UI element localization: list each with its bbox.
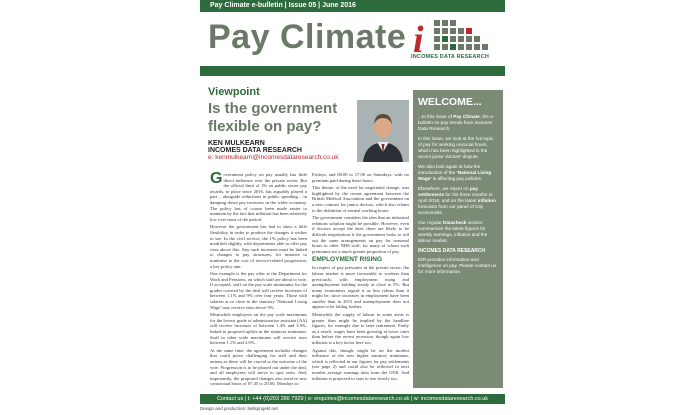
article-paragraph: Meanwhile the supply of labour in some areas is greater than might be implied by the headline figures, for example due to later retirement. Partly as a result, wages have been growing at lower rates than before the recent recession, though again low inflation is a key factor here too.: [312, 312, 409, 346]
design-credit: Design and production: bellsprojekt.net: [200, 406, 278, 411]
drop-cap: G: [210, 172, 223, 187]
sidebar-paragraph: ...to this issue of Pay Climate, the e-bulletin on pay trends from Incomes Data Research.: [418, 114, 495, 131]
logo-initial: i: [413, 19, 424, 61]
top-bar: [0, 0, 700, 12]
contact-footer[interactable]: Contact us | t: +44 (0)203 286 7929 | e: enquiries@incomesdataresearch.co.uk | w: incomesdataresearch.co.uk: [200, 394, 505, 404]
author-name: KEN MULKEARN: [208, 140, 265, 147]
section-label: Viewpoint: [208, 86, 260, 98]
article-paragraph: One example is the pay offer at the Department for Work and Pensions, on which staff are about to vote. If accepted, staff on the pay scale minimums for the grades covered by the deal will receive increases of between 1.1% and 9% over four years. Those with salaries at or close to the statutory 'National Living Wage' may receive rises above 9%.: [210, 271, 307, 310]
article-paragraph: At the same time, the agreement includes changes that could prove challenging for staff and their unions as these will be crucial to the outcome of the vote. Progression is to be phased out under the deal, and all employees will move to spot rates. And, importantly, the proposed changes also involve new contractual hours of 07.45 to 20.00, Mondays to: [210, 347, 307, 387]
article-column-1: [210, 172, 307, 388]
author-photo: [357, 100, 409, 162]
sidebar-paragraph: IDR provides information and intelligence on pay. Please contact us for more information.: [418, 257, 497, 274]
article-paragraph: In respect of pay pressures in the private sector, the labour market is more favourable to workers than previously, with employment rising and unemployment holding steady at close to 5%. But many economists regard it as less robust than it might be, since increases in employment have been smaller than in 2015 and unemployment does not appear to be falling further.: [312, 265, 409, 310]
masthead-rule: [200, 66, 505, 76]
article-paragraph: However the government has had to show a little flexibility in order to produce the changes it wishes to see. In the civil service, the 1% policy has been modified slightly, with departments able to offer pay rises above this. Any such increases must be linked to changes to pay structures, for instance to minimise to the cost of service-related progression, a key policy aim.: [210, 224, 307, 269]
logo-text: INCOMES DATA RESEARCH: [411, 54, 490, 60]
article-paragraph: Against this, though, might be set the modest influence of the new higher statutory minimum, which is reflected in our figures for pay settlements (see page 2) and could also be reflected in next months average earnings data from the ONS. And inflation is projected to start to rise slowly too.: [312, 347, 409, 381]
article-paragraph: The government considers the idea that an industrial relations solution might be possible. However, even if doctors accept the deal, there are likely to be difficult negotiations if the government looks to roll out the same arrangements on pay for seasonal hours to other NHS staff, for many of whom such premiums are a much greater proportion of pay.: [312, 215, 409, 254]
author-portrait-icon: [357, 100, 409, 162]
masthead-title: Pay Climate: [208, 18, 407, 56]
article-headline: Is the government flexible on pay?: [208, 100, 338, 135]
issue-line: Pay Climate e-bulletin | Issue 05 | June 2016: [200, 0, 505, 12]
sidebar-paragraph: Our regular Datacheck section summarises the latest figures for weekly earnings, inflation and the labour market.: [418, 220, 488, 243]
sidebar-paragraph: Elsewhere, we report on pay settlements for the three months to April 2016, and on the latest inflation forecasts from our panel of City economists.: [418, 186, 496, 215]
sidebar-title: WELCOME...: [418, 96, 482, 108]
sidebar-subhead: INCOMES DATA RESEARCH: [418, 248, 486, 254]
sidebar-paragraph: In this issue, we look at the hot topic of pay for working unsocial hours, which has been highlighted in the recent junior doctors' dispute.: [418, 136, 494, 159]
article-paragraph: Government policy on pay usually has little direct influence over the private sector. But the official limit of 1% on public sector pay awards, in place since 2016, has arguably played a part – alongside reductions in public spending – in damping down pay increases in the wider economy. The policy has of course been made easier to maintain by the fact that inflation has been relatively low over most of the period.: [210, 172, 307, 222]
article-paragraph: Meanwhile employees on the pay scale maximums for the lowest grade of administrative assistant (AA) will receive increases of between 1.4% and 3.9%, linked to proposed uplifts in the statutory minimum. Staff in other scale maximums will receive rises between 1.1% and 2.9%.: [210, 312, 307, 346]
logo-grid-icon: [434, 20, 488, 50]
article-paragraph: This theme, of the need for negotiated change, was highlighted by the recent agreement between the British Medical Association and the government on a new contract for junior doctors, which also relates to the definition of normal working hours.: [312, 185, 409, 213]
sidebar-paragraph: We also look again at how the introduction of the 'National Living Wage' is affecting pay policies.: [418, 164, 492, 181]
article-paragraph: Fridays, and 08.00 to 17.00 on Saturdays, with no premium paid during these hours.: [312, 172, 409, 183]
welcome-sidebar: [413, 90, 503, 388]
article-subhead: EMPLOYMENT RISING: [312, 256, 383, 264]
author-organisation: INCOMES DATA RESEARCH: [208, 147, 302, 154]
article-column-2: [312, 172, 409, 388]
author-email-link[interactable]: e: kenmulkearn@incomesdataresearch.co.uk: [208, 154, 339, 161]
